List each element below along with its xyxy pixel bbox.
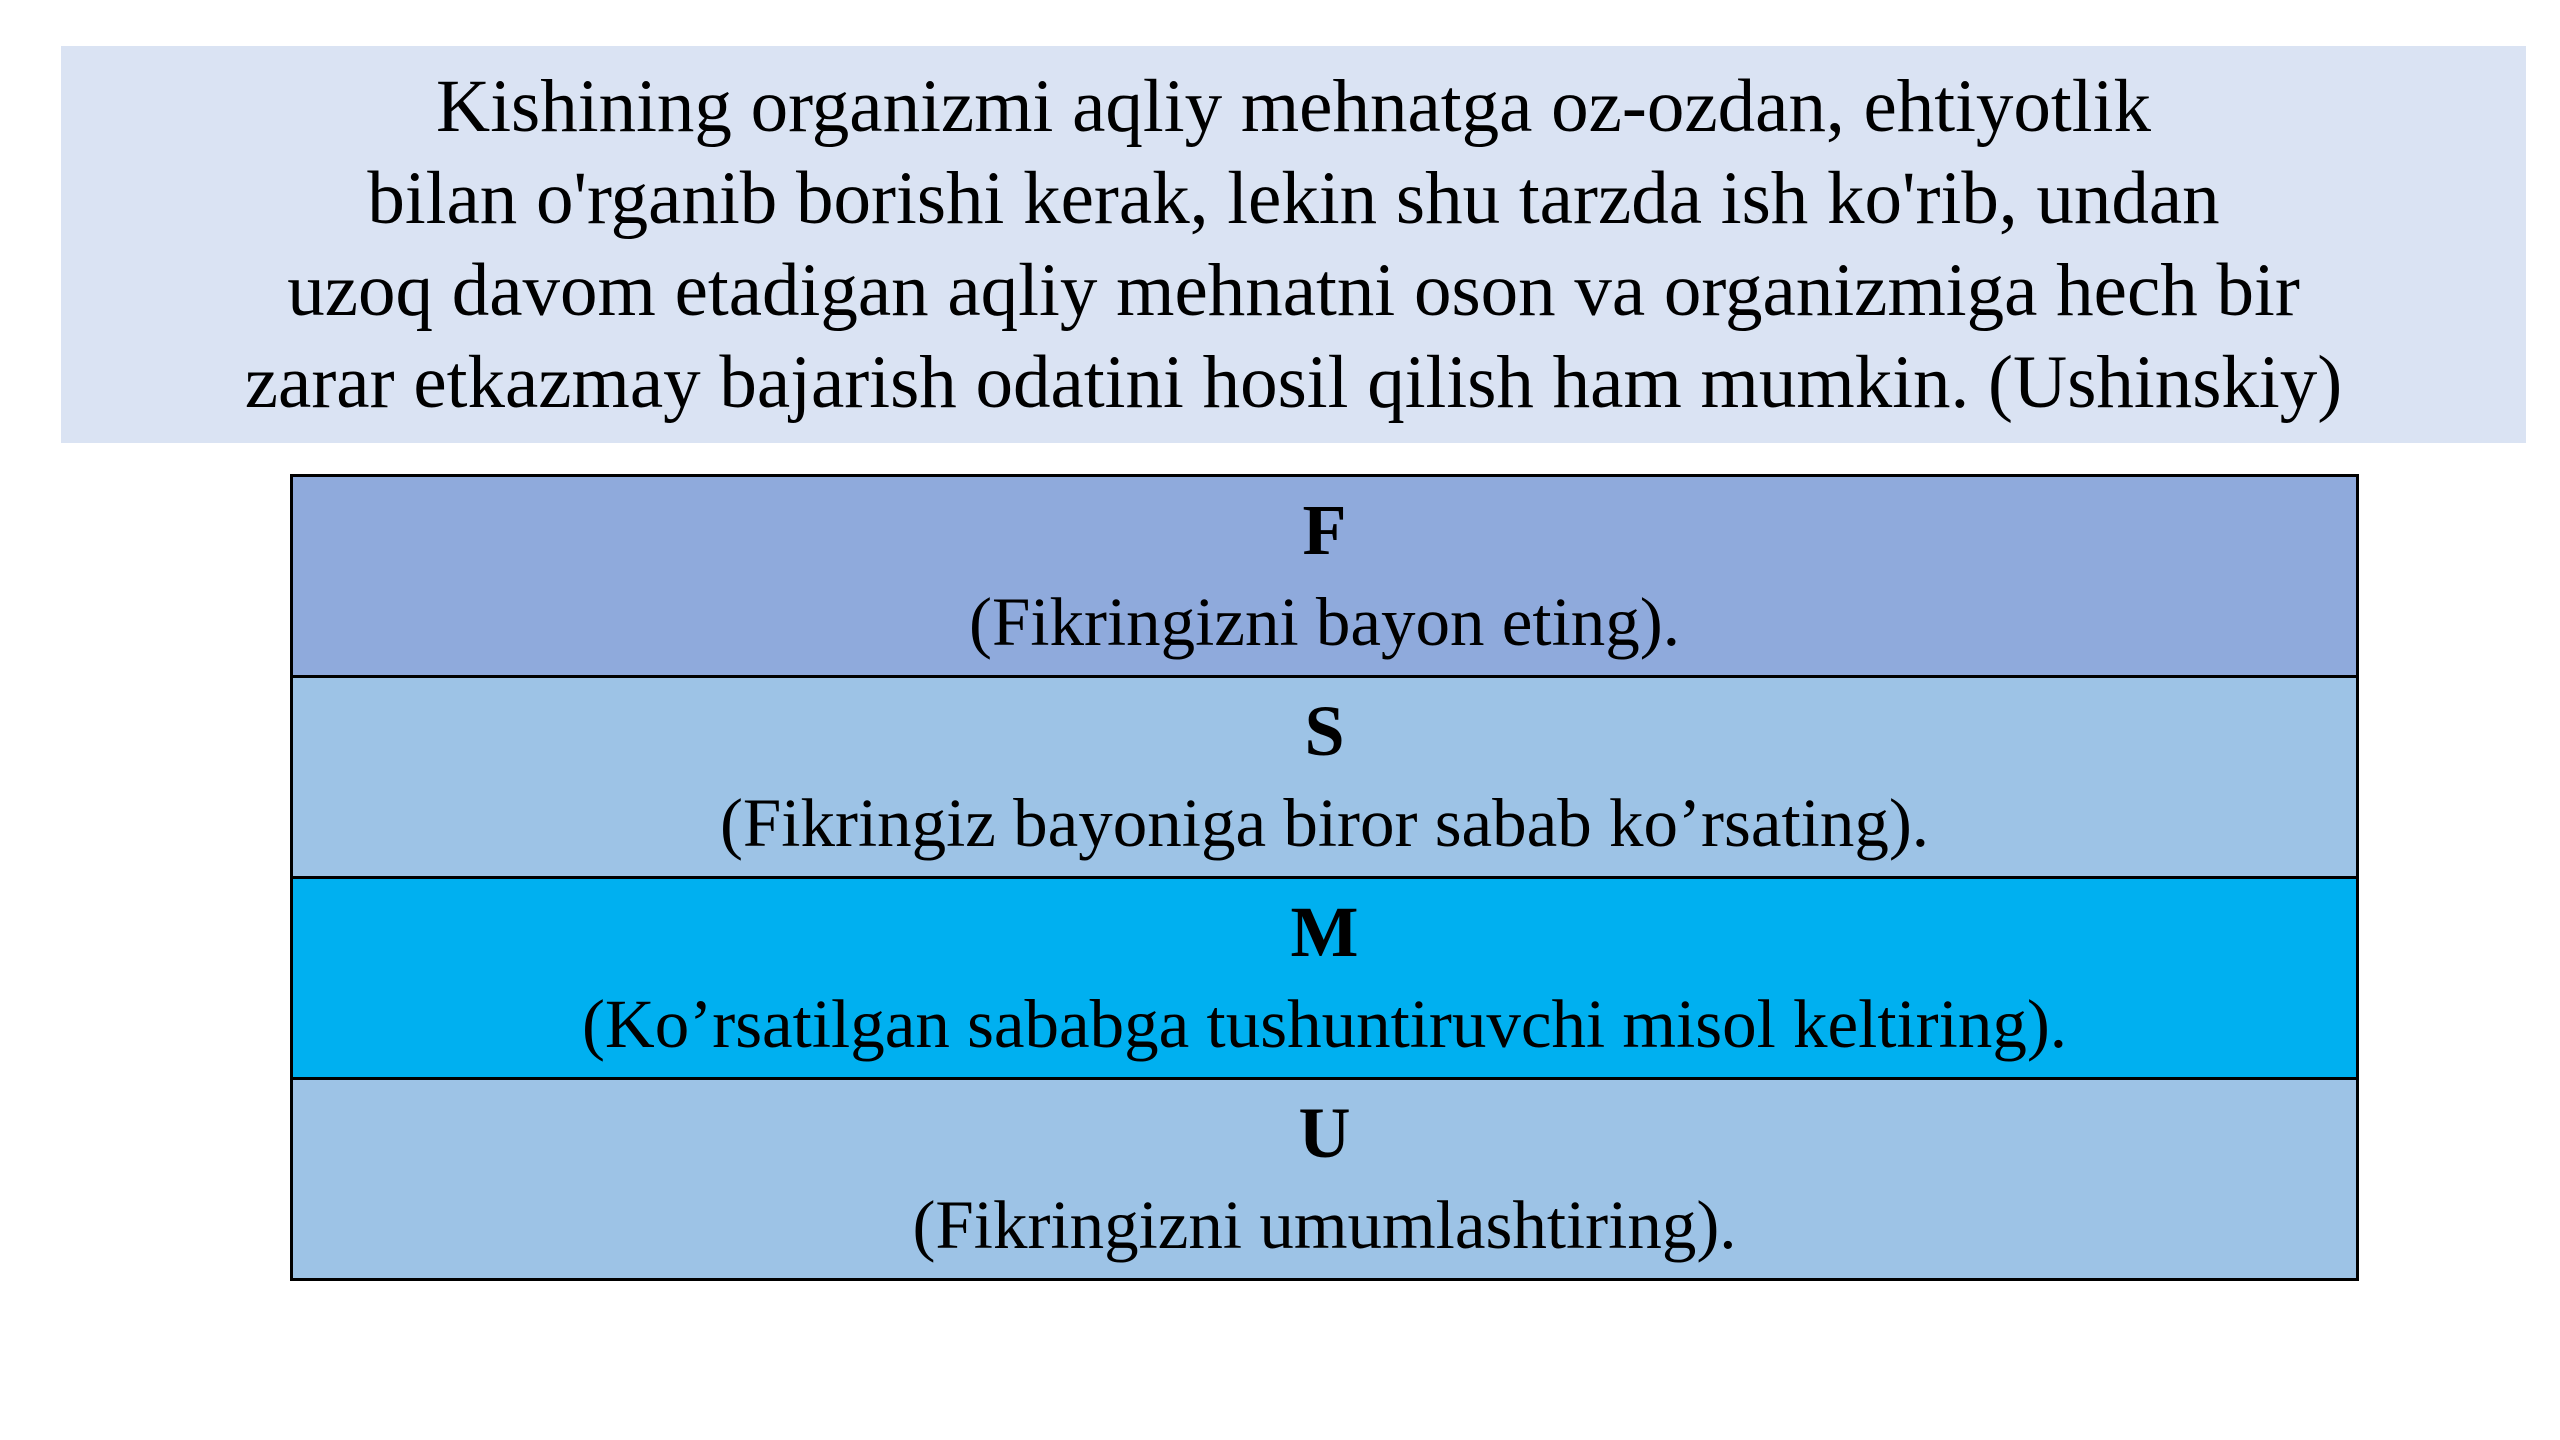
quote-line: bilan o'rganib borishi kerak, lekin shu tarzda ish ko'rib, undan: [367, 156, 2220, 240]
row-letter: U: [1298, 1093, 1351, 1173]
fsmu-row-s: [293, 678, 2356, 879]
quote-line: zarar etkazmay bajarish odatini hosil qilish ham mumkin. (Ushinskiy): [244, 340, 2343, 424]
fsmu-row-m: [293, 879, 2356, 1080]
row-text: (Fikringizni umumlashtiring).: [912, 1187, 1737, 1263]
quote-line: uzoq davom etadigan aqliy mehnatni oson va organizmiga hech bir: [287, 248, 2300, 332]
row-letter: M: [1290, 892, 1359, 972]
row-text: (Fikringiz bayoniga biror sabab ko’rsating).: [719, 785, 1930, 861]
fsmu-row-u: [293, 1080, 2356, 1278]
fsmu-row-f: [293, 477, 2356, 678]
quote-line: Kishining organizmi aqliy mehnatga oz-ozdan, ehtiyotlik: [436, 64, 2151, 148]
row-text: (Ko’rsatilgan sababga tushuntiruvchi misol keltiring).: [581, 986, 2068, 1062]
row-text: (Fikringizni bayon eting).: [969, 584, 1680, 660]
fsmu-table: [290, 474, 2359, 1281]
quote-box: [61, 46, 2526, 443]
row-letter: S: [1304, 691, 1345, 771]
row-letter: F: [1302, 490, 1347, 570]
